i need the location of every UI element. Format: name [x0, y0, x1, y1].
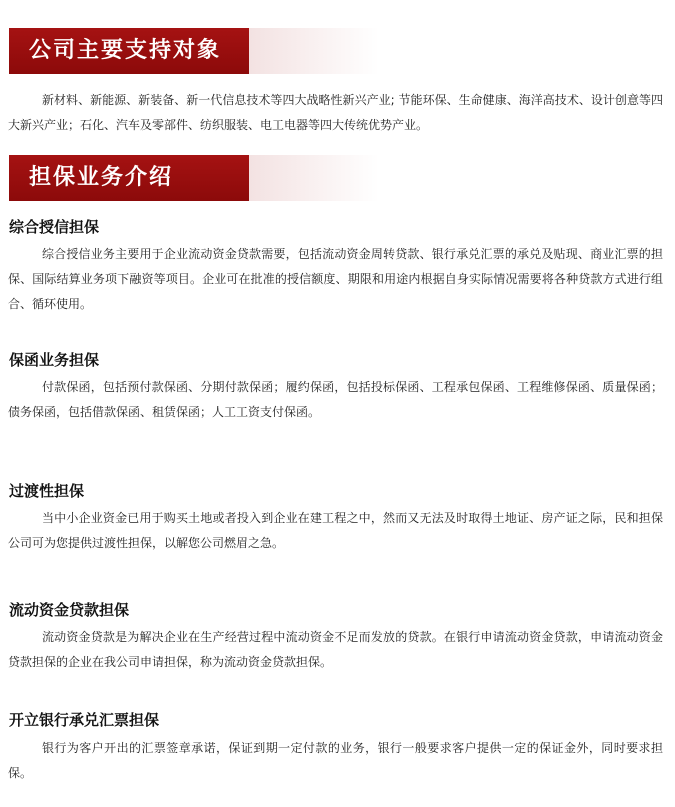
section-banner-support: 公司主要支持对象 — [9, 28, 249, 74]
support-description: 新材料、新能源、新装备、新一代信息技术等四大战略性新兴产业; 节能环保、生命健康、海洋高技术、设计创意等四大新兴产业；石化、汽车及零部件、纺织服装、电工电器等四大传统优势产业。 — [8, 93, 663, 132]
body-working-capital-loan: 流动资金贷款是为解决企业在生产经营过程中流动资金不足而发放的贷款。在银行申请流动资金贷款，申请流动资金贷款担保的企业在我公司申请担保，称为流动资金贷款担保。 — [8, 630, 663, 669]
banner-fade — [249, 28, 379, 74]
heading-bank-acceptance: 开立银行承兑汇票担保 — [9, 711, 160, 729]
section-banner-business: 担保业务介绍 — [9, 155, 249, 201]
body-letter-of-guarantee: 付款保函，包括预付款保函、分期付款保函；履约保函，包括投标保函、工程承包保函、工程维修保函、质量保函；债务保函，包括借款保函、租赁保函；人工工资支付保函。 — [8, 380, 663, 419]
body-comprehensive-credit: 综合授信业务主要用于企业流动资金贷款需要，包括流动资金周转贷款、银行承兑汇票的承兑及贴现、商业汇票的担保、国际结算业务项下融资等项目。企业可在批准的授信额度、期限和用途内根据自身实际情况需要将各种贷款方式进行组合、循环使用。 — [8, 247, 663, 311]
heading-working-capital-loan: 流动资金贷款担保 — [9, 601, 130, 619]
body-bridge-guarantee: 当中小企业资金已用于购买土地或者投入到企业在建工程之中，然而又无法及时取得土地证、房产证之际，民和担保公司可为您提供过渡性担保，以解您公司燃眉之急。 — [8, 511, 663, 550]
body-bank-acceptance: 银行为客户开出的汇票签章承诺，保证到期一定付款的业务，银行一般要求客户提供一定的保证金外，同时要求担保。 — [8, 741, 663, 780]
heading-comprehensive-credit: 综合授信担保 — [9, 218, 100, 236]
heading-letter-of-guarantee: 保函业务担保 — [9, 351, 100, 369]
heading-bridge-guarantee: 过渡性担保 — [9, 482, 85, 500]
banner-fade — [249, 155, 379, 201]
